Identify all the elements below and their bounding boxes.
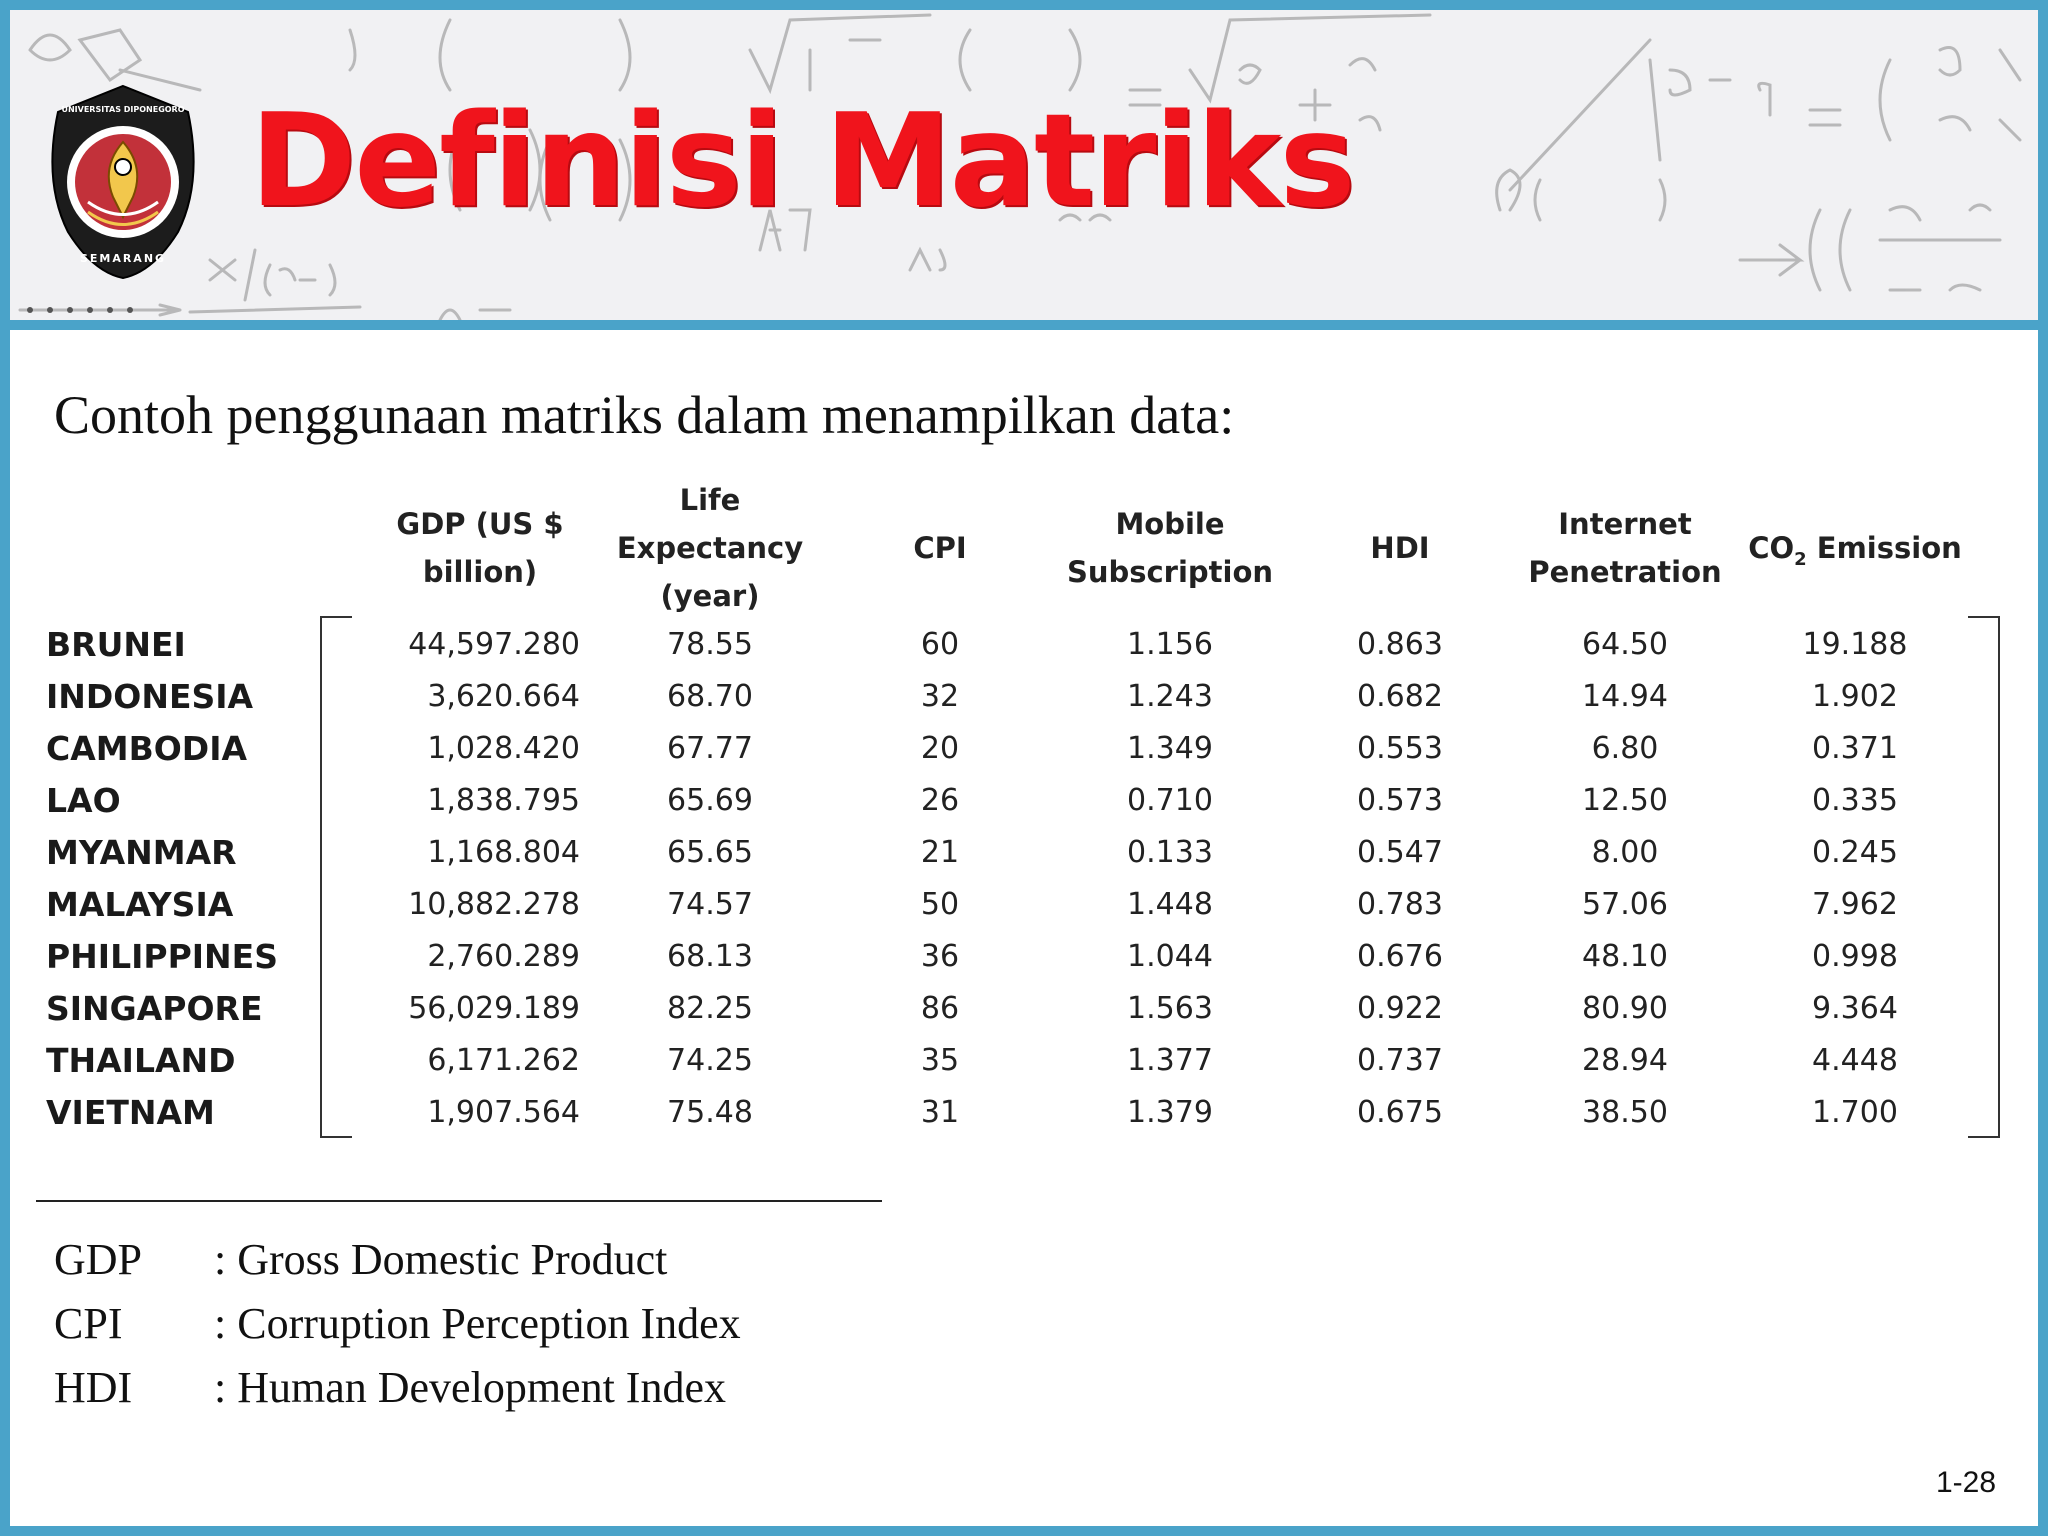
cell-hdi: 0.682 [1357,679,1443,714]
cell-internet: 28.94 [1582,1043,1668,1078]
page-number: 1-28 [1935,1466,1996,1499]
cell-gdp: 1,168.804 [427,835,580,870]
cell-gdp: 1,028.420 [427,731,580,766]
cell-internet: 57.06 [1582,887,1668,922]
legend-definition: : Gross Domestic Product [214,1235,668,1284]
header-internet [1510,500,1740,596]
cell-hdi: 0.553 [1357,731,1443,766]
header-cpi-line1: CPI [913,531,967,565]
header-co2-suffix: Emission [1806,531,1962,565]
country-label: INDONESIA [46,677,254,716]
cell-life: 82.25 [667,991,753,1026]
header-life-line2: Expectancy [616,531,804,565]
header-gdp [380,500,580,596]
banner-divider [10,320,2038,330]
header-life-expectancy [600,476,820,620]
cell-life: 68.13 [667,939,753,974]
cell-co2: 0.245 [1812,835,1898,870]
header-hdi [1320,524,1480,572]
cell-gdp: 1,838.795 [427,783,580,818]
cell-cpi: 32 [920,679,960,714]
country-label: SINGAPORE [46,989,263,1028]
cell-co2: 9.364 [1812,991,1898,1026]
university-logo [38,82,208,282]
header-co2 [1740,524,1970,572]
header-gdp-line1: GDP (US $ [396,507,564,541]
country-label: VIETNAM [46,1093,215,1132]
cell-mobile: 1.243 [1127,679,1213,714]
cell-gdp: 44,597.280 [408,627,580,662]
header-hdi-line1: HDI [1370,531,1430,565]
logo-text-bottom: SEMARANG [79,252,167,265]
header-cpi [870,524,1010,572]
cell-hdi: 0.863 [1357,627,1443,662]
cell-cpi: 36 [920,939,960,974]
cell-gdp: 3,620.664 [427,679,580,714]
cell-mobile: 1.563 [1127,991,1213,1026]
matrix-left-bracket [320,616,352,1138]
cell-life: 65.65 [667,835,753,870]
country-label: BRUNEI [46,625,186,664]
cell-internet: 64.50 [1582,627,1668,662]
logo-text-top: UNIVERSITAS DIPONEGORO [61,105,185,114]
cell-gdp: 1,907.564 [427,1095,580,1130]
cell-internet: 12.50 [1582,783,1668,818]
cell-gdp: 2,760.289 [427,939,580,974]
cell-co2: 0.998 [1812,939,1898,974]
cell-mobile: 1.156 [1127,627,1213,662]
matrix-right-bracket [1968,616,2000,1138]
cell-cpi: 31 [920,1095,960,1130]
cell-life: 65.69 [667,783,753,818]
cell-life: 74.57 [667,887,753,922]
legend-divider [36,1200,882,1202]
cell-co2: 0.371 [1812,731,1898,766]
header-life-line3: (year) [660,579,760,613]
header-mobile-line2: Subscription [1066,555,1274,589]
cell-hdi: 0.675 [1357,1095,1443,1130]
cell-hdi: 0.547 [1357,835,1443,870]
country-label: CAMBODIA [46,729,248,768]
cell-co2: 4.448 [1812,1043,1898,1078]
header-internet-line1: Internet [1558,507,1692,541]
cell-internet: 6.80 [1591,731,1659,766]
cell-internet: 48.10 [1582,939,1668,974]
cell-mobile: 1.379 [1127,1095,1213,1130]
cell-co2: 1.700 [1812,1095,1898,1130]
cell-cpi: 86 [920,991,960,1026]
legend-definition: : Corruption Perception Index [214,1299,741,1348]
country-label: THAILAND [46,1041,236,1080]
cell-co2: 1.902 [1812,679,1898,714]
legend-abbr: GDP [54,1235,143,1284]
cell-hdi: 0.783 [1357,887,1443,922]
cell-cpi: 35 [920,1043,960,1078]
legend-abbr: HDI [54,1363,133,1412]
cell-life: 74.25 [667,1043,753,1078]
cell-gdp: 10,882.278 [408,887,580,922]
cell-mobile: 0.133 [1127,835,1213,870]
cell-co2: 0.335 [1812,783,1898,818]
cell-mobile: 1.044 [1127,939,1213,974]
cell-cpi: 60 [920,627,960,662]
cell-hdi: 0.737 [1357,1043,1443,1078]
header-internet-line2: Penetration [1528,555,1722,589]
cell-life: 75.48 [667,1095,753,1130]
cell-mobile: 1.349 [1127,731,1213,766]
header-co2-prefix: CO [1748,531,1795,565]
cell-hdi: 0.676 [1357,939,1443,974]
cell-mobile: 1.448 [1127,887,1213,922]
cell-cpi: 20 [920,731,960,766]
cell-internet: 80.90 [1582,991,1668,1026]
header-mobile [1050,500,1290,596]
cell-cpi: 21 [920,835,960,870]
subtitle: Contoh penggunaan matriks dalam menampilkan data: [54,385,1235,445]
header-mobile-line1: Mobile [1115,507,1225,541]
country-label: MYANMAR [46,833,237,872]
cell-internet: 8.00 [1591,835,1659,870]
cell-mobile: 0.710 [1127,783,1213,818]
header-gdp-line2: billion) [422,555,538,589]
country-label: LAO [46,781,121,820]
cell-internet: 38.50 [1582,1095,1668,1130]
cell-hdi: 0.922 [1357,991,1443,1026]
header-banner [10,10,2038,320]
cell-cpi: 50 [920,887,960,922]
cell-internet: 14.94 [1582,679,1668,714]
cell-co2: 7.962 [1812,887,1898,922]
cell-mobile: 1.377 [1127,1043,1213,1078]
cell-co2: 19.188 [1802,627,1908,662]
legend-definition: : Human Development Index [214,1363,726,1412]
header-life-line1: Life [679,483,741,517]
cell-life: 67.77 [667,731,753,766]
cell-cpi: 26 [920,783,960,818]
cell-hdi: 0.573 [1357,783,1443,818]
slide [10,10,2038,1526]
cell-life: 68.70 [667,679,753,714]
country-label: PHILIPPINES [46,937,278,976]
page-title: Definisi Matriks [250,87,1354,236]
country-label: MALAYSIA [46,885,234,924]
cell-gdp: 56,029.189 [408,991,580,1026]
legend-abbr: CPI [54,1299,123,1348]
cell-gdp: 6,171.262 [427,1043,580,1078]
header-co2-subscript: 2 [1794,548,1807,570]
cell-life: 78.55 [667,627,753,662]
